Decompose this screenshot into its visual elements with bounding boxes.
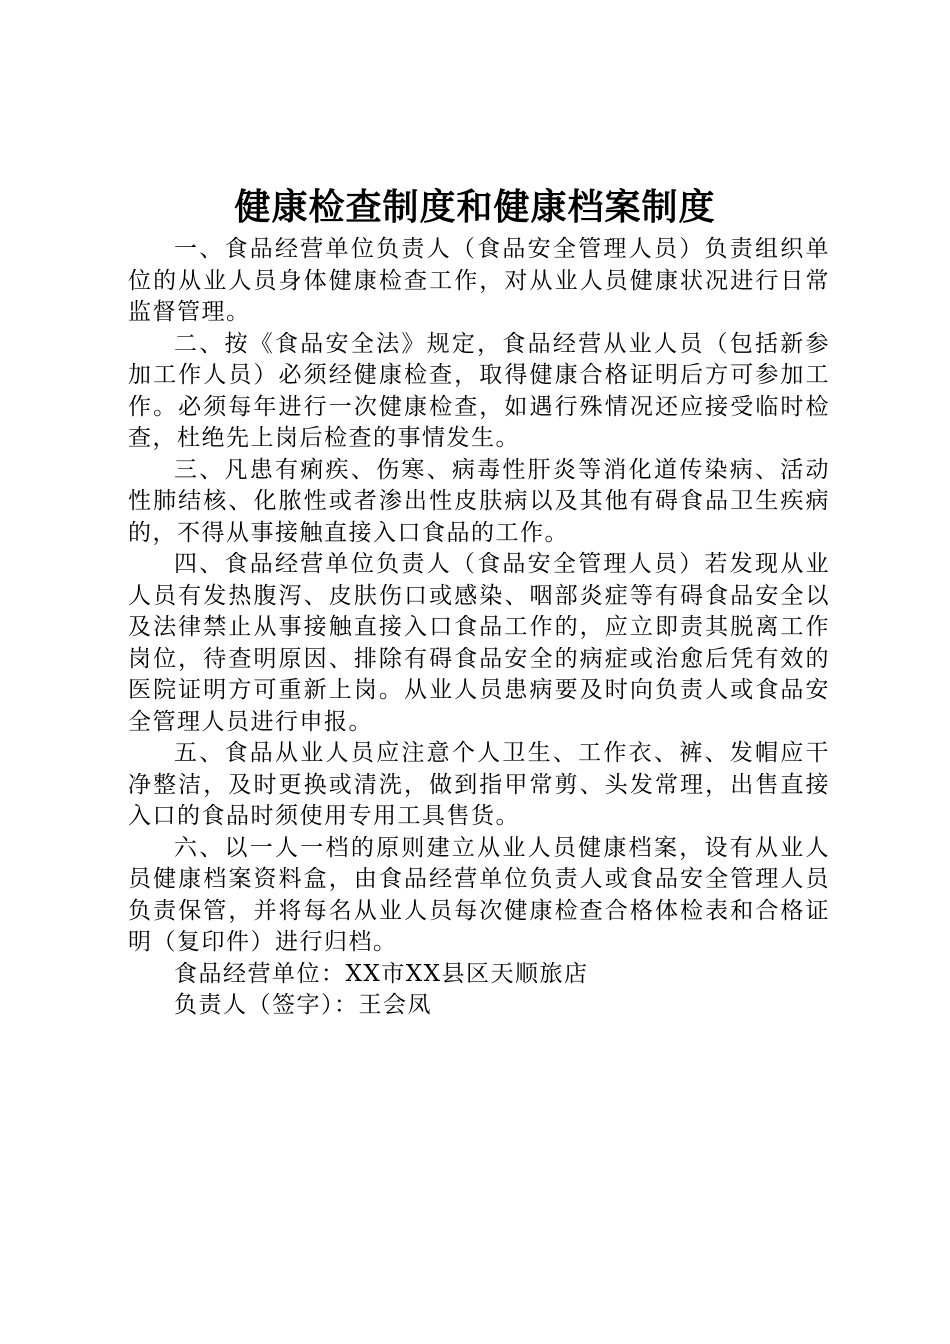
paragraph-4: 四、食品经营单位负责人（食品安全管理人员）若发现从业人员有发热腹泻、皮肤伤口或感染、咽部炎症等有碍食品安全以及法律禁止从事接触直接入口食品工作的，应立即责其脱离工作岗位，待查明原因、排除有碍食品安全的病症或治愈后凭有效的医院证明方可重新上岗。从业人员患病要及时向负责人或食品安全管理人员进行申报。 — [128, 551, 830, 735]
paragraph-6: 六、以一人一档的原则建立从业人员健康档案，设有从业人员健康档案资料盒，由食品经营单位负责人或食品安全管理人员负责保管，并将每名从业人员每次健康检查合格体检表和合格证明（复印件）进行归档。 — [128, 834, 830, 955]
paragraph-3: 三、凡患有痢疾、伤寒、病毒性肝炎等消化道传染病、活动性肺结核、化脓性或者渗出性皮肤病以及其他有碍食品卫生疾病的，不得从事接触直接入口食品的工作。 — [128, 456, 830, 546]
signer-line: 负责人（签字）：王会凤 — [174, 992, 432, 1018]
paragraph-5: 五、食品从业人员应注意个人卫生、工作衣、裤、发帽应干净整洁，及时更换或清洗，做到指甲常剪、头发常理，出售直接入口的食品时须使用专用工具售货。 — [128, 740, 830, 829]
document-body — [128, 234, 830, 1022]
document-title: 健康检查制度和健康档案制度 — [234, 187, 716, 228]
paragraph-2: 二、按《食品安全法》规定，食品经营从业人员（包括新参加工作人员）必须经健康检查，取得健康合格证明后方可参加工作。必须每年进行一次健康检查，如遇行殊情况还应接受临时检查，杜绝先上岗后检查的事情发生。 — [128, 330, 830, 451]
business-unit-line: 食品经营单位：XX市XX县区天顺旅店 — [174, 960, 589, 987]
paragraph-1: 一、食品经营单位负责人（食品安全管理人员）负责组织单位的从业人员身体健康检查工作，对从业人员健康状况进行日常监督管理。 — [128, 236, 830, 325]
